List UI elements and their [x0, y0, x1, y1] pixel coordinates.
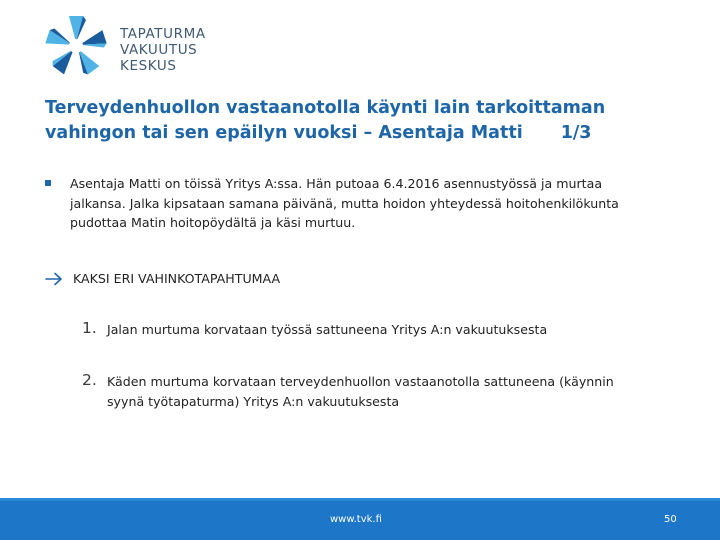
- arrow-text: KAKSI ERI VAHINKOTAPAHTUMAA: [73, 271, 281, 286]
- item-text: Jalan murtuma korvataan työssä sattuneena Yritys A:n vakuutuksesta: [107, 322, 548, 337]
- square-bullet-icon: [45, 180, 51, 186]
- arrow-right-icon: [45, 272, 63, 286]
- title-line-2-wrap: [45, 121, 685, 146]
- title-line-2: vahingon tai sen epäilyn vuoksi – Asentaja Matti: [45, 123, 523, 143]
- logo-line-3: KESKUS: [120, 58, 177, 74]
- item-text: Käden murtuma korvataan terveydenhuollon vastaanotolla sattuneena (käynnin syynä työtapaturma) Yritys A:n vakuutuksesta: [107, 374, 614, 409]
- bullet-text: Asentaja Matti on töissä Yritys A:ssa. Hän putoaa 6.4.2016 asennustyössä ja murtaa jalkansa. Jalka kipsataan samana päivänä, mutta hoidon yhteydessä hoitohenkilökunta pudottaa Matin hoitopöydältä ja käsi murtuu.: [70, 176, 619, 230]
- item-number: 1.: [82, 319, 97, 337]
- numbered-item-2: [82, 372, 682, 416]
- item-number: 2.: [82, 371, 97, 389]
- company-logo: [38, 12, 228, 82]
- logo-line-1: TAPATURMA: [120, 26, 206, 42]
- title-line-1: Terveydenhuollon vastaanotolla käynti lain tarkoittaman: [45, 98, 606, 118]
- logo-line-2: VAKUUTUS: [120, 42, 198, 58]
- footer-bar: [0, 498, 720, 540]
- title-page-fraction: 1/3: [560, 123, 592, 143]
- slide-title: [45, 96, 685, 146]
- footer-stripe: [0, 498, 720, 501]
- numbered-item-1: [82, 320, 682, 342]
- star-logo-icon: [38, 12, 118, 80]
- logo-text: [120, 26, 206, 74]
- footer-url[interactable]: www.tvk.fi: [330, 514, 382, 525]
- page-number: 50: [664, 514, 677, 525]
